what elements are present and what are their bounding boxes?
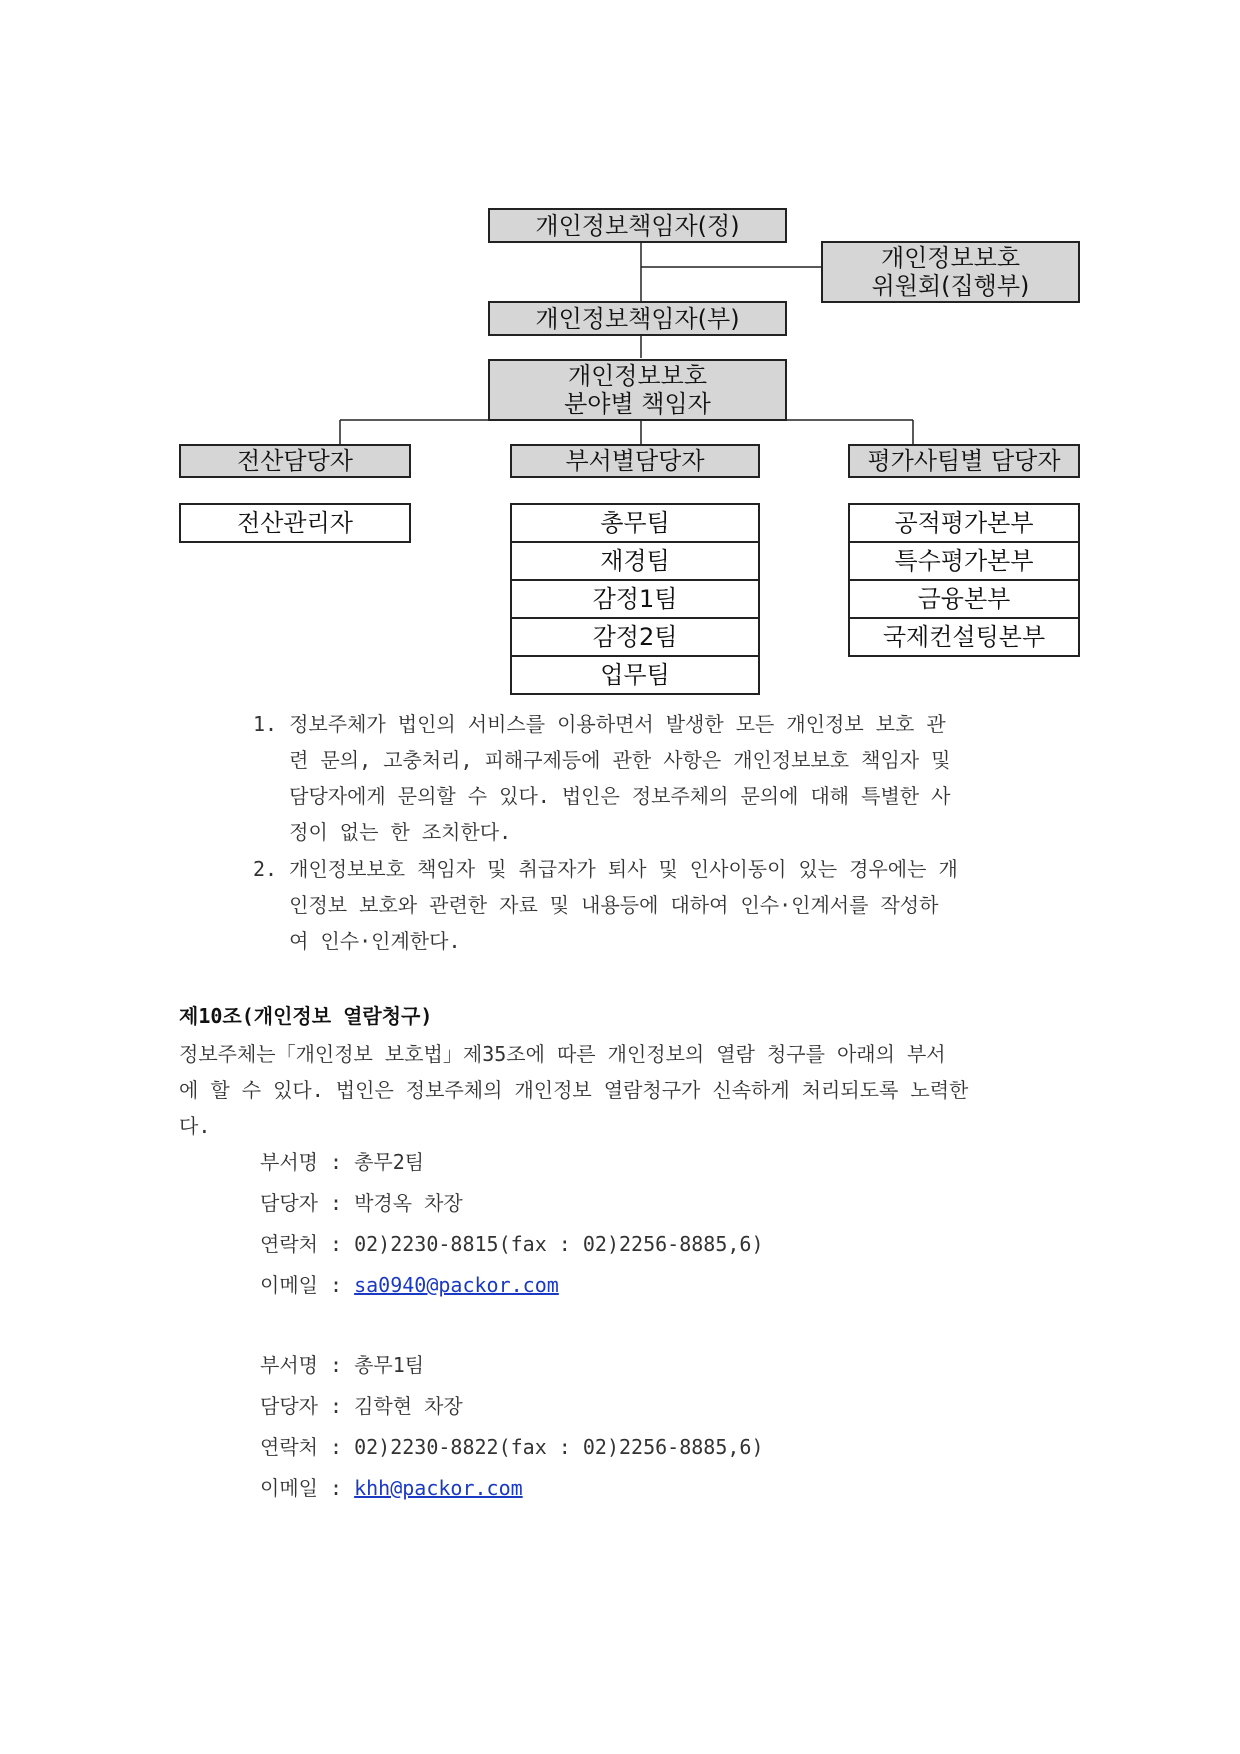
contact-email-row <box>260 1267 559 1303</box>
org-chart <box>0 0 1240 720</box>
org-branch-appraisers-label: 평가사팀별 담당자 <box>867 447 1061 475</box>
contact-person-row <box>260 1185 463 1221</box>
org-box-deputy-label: 개인정보책임자(부) <box>535 304 740 333</box>
org-member-dept <box>510 617 760 657</box>
org-member-label: 감정2팀 <box>592 623 678 651</box>
org-box-head-label: 개인정보책임자(정) <box>535 211 740 240</box>
org-member-dept <box>510 655 760 695</box>
list-item-2-line: 2. 개인정보보호 책임자 및 취급자가 퇴사 및 인사이동이 있는 경우에는 개 <box>253 857 958 881</box>
contact-email-link[interactable]: sa0940@packor.com <box>354 1273 559 1297</box>
article-body-line: 다. <box>179 1114 211 1138</box>
contact-block <box>260 1144 1080 1304</box>
contact-dept-label: 부서명 : <box>260 1150 355 1174</box>
org-member-appraiser <box>848 541 1080 581</box>
org-branch-appraisers <box>848 444 1080 478</box>
org-member-label: 총무팀 <box>600 509 670 537</box>
org-branch-it <box>179 444 411 478</box>
org-member-label: 금융본부 <box>917 585 1011 613</box>
list-item-1-line: 련 문의, 고충처리, 피해구제등에 관한 사항은 개인정보보호 책임자 및 <box>253 748 951 772</box>
contact-phone-row <box>260 1226 764 1262</box>
contact-person-label: 담당자 : <box>260 1191 355 1215</box>
contact-dept-value: 총무2팀 <box>354 1150 425 1174</box>
contact-dept-row <box>260 1144 424 1180</box>
org-member-label: 공적평가본부 <box>894 509 1034 537</box>
org-branch-departments-label: 부서별담당자 <box>565 447 705 475</box>
org-member-label: 전산관리자 <box>237 509 353 537</box>
org-branch-it-label: 전산담당자 <box>237 447 353 475</box>
org-member-appraiser <box>848 617 1080 657</box>
contact-dept-value: 총무1팀 <box>354 1353 425 1377</box>
org-member-label: 업무팀 <box>600 661 670 689</box>
org-member-label: 특수평가본부 <box>894 547 1034 575</box>
list-item-1-line: 담당자에게 문의할 수 있다. 법인은 정보주체의 문의에 대해 특별한 사 <box>253 784 951 808</box>
org-box-field-heads-label: 개인정보보호 분야별 책임자 <box>564 362 711 418</box>
contact-email-link[interactable]: khh@packor.com <box>354 1476 523 1500</box>
org-member-dept <box>510 579 760 619</box>
numbered-list <box>253 706 1073 966</box>
contact-person-label: 담당자 : <box>260 1394 355 1418</box>
org-member-dept <box>510 503 760 543</box>
org-branch-departments <box>510 444 760 478</box>
contact-email-label: 이메일 : <box>260 1273 355 1297</box>
article-body <box>179 1036 1079 1146</box>
org-member-label: 국제컨설팅본부 <box>882 623 1046 651</box>
org-member-label: 재경팀 <box>600 547 670 575</box>
org-member-label: 감정1팀 <box>592 585 678 613</box>
org-box-committee <box>821 241 1080 303</box>
org-box-field-heads <box>488 359 787 421</box>
contact-phone-value: 02)2230-8815(fax : 02)2256-8885,6) <box>354 1232 764 1256</box>
org-box-head <box>488 208 787 243</box>
list-item-1-line: 정이 없는 한 조치한다. <box>253 820 512 844</box>
contact-phone-label: 연락처 : <box>260 1435 355 1459</box>
contact-phone-row <box>260 1429 764 1465</box>
contact-dept-row <box>260 1347 424 1383</box>
contact-dept-label: 부서명 : <box>260 1353 355 1377</box>
article-heading: 제10조(개인정보 열람청구) <box>179 1004 433 1028</box>
contact-person-row <box>260 1388 463 1424</box>
contact-person-value: 박경옥 차장 <box>354 1191 463 1215</box>
contact-phone-value: 02)2230-8822(fax : 02)2256-8885,6) <box>354 1435 764 1459</box>
list-item-1-line: 1. 정보주체가 법인의 서비스를 이용하면서 발생한 모든 개인정보 보호 관 <box>253 712 946 736</box>
contact-email-label: 이메일 : <box>260 1476 355 1500</box>
article-body-line: 정보주체는「개인정보 보호법」제35조에 따른 개인정보의 열람 청구를 아래의 부서 <box>179 1042 946 1066</box>
contact-email-row <box>260 1470 523 1506</box>
org-member-appraiser <box>848 503 1080 543</box>
list-item-2-line: 여 인수·인계한다. <box>253 929 461 953</box>
contact-block <box>260 1347 1080 1507</box>
article-body-line: 에 할 수 있다. 법인은 정보주체의 개인정보 열람청구가 신속하게 처리되도록 노력한 <box>179 1078 969 1102</box>
contact-phone-label: 연락처 : <box>260 1232 355 1256</box>
org-box-committee-label: 개인정보보호 위원회(집행부) <box>871 244 1030 300</box>
org-member-dept <box>510 541 760 581</box>
contact-person-value: 김학현 차장 <box>354 1394 463 1418</box>
list-item-2-line: 인정보 보호와 관련한 자료 및 내용등에 대하여 인수·인계서를 작성하 <box>253 893 939 917</box>
org-member-it-admin <box>179 503 411 543</box>
org-box-deputy <box>488 301 787 336</box>
org-member-appraiser <box>848 579 1080 619</box>
